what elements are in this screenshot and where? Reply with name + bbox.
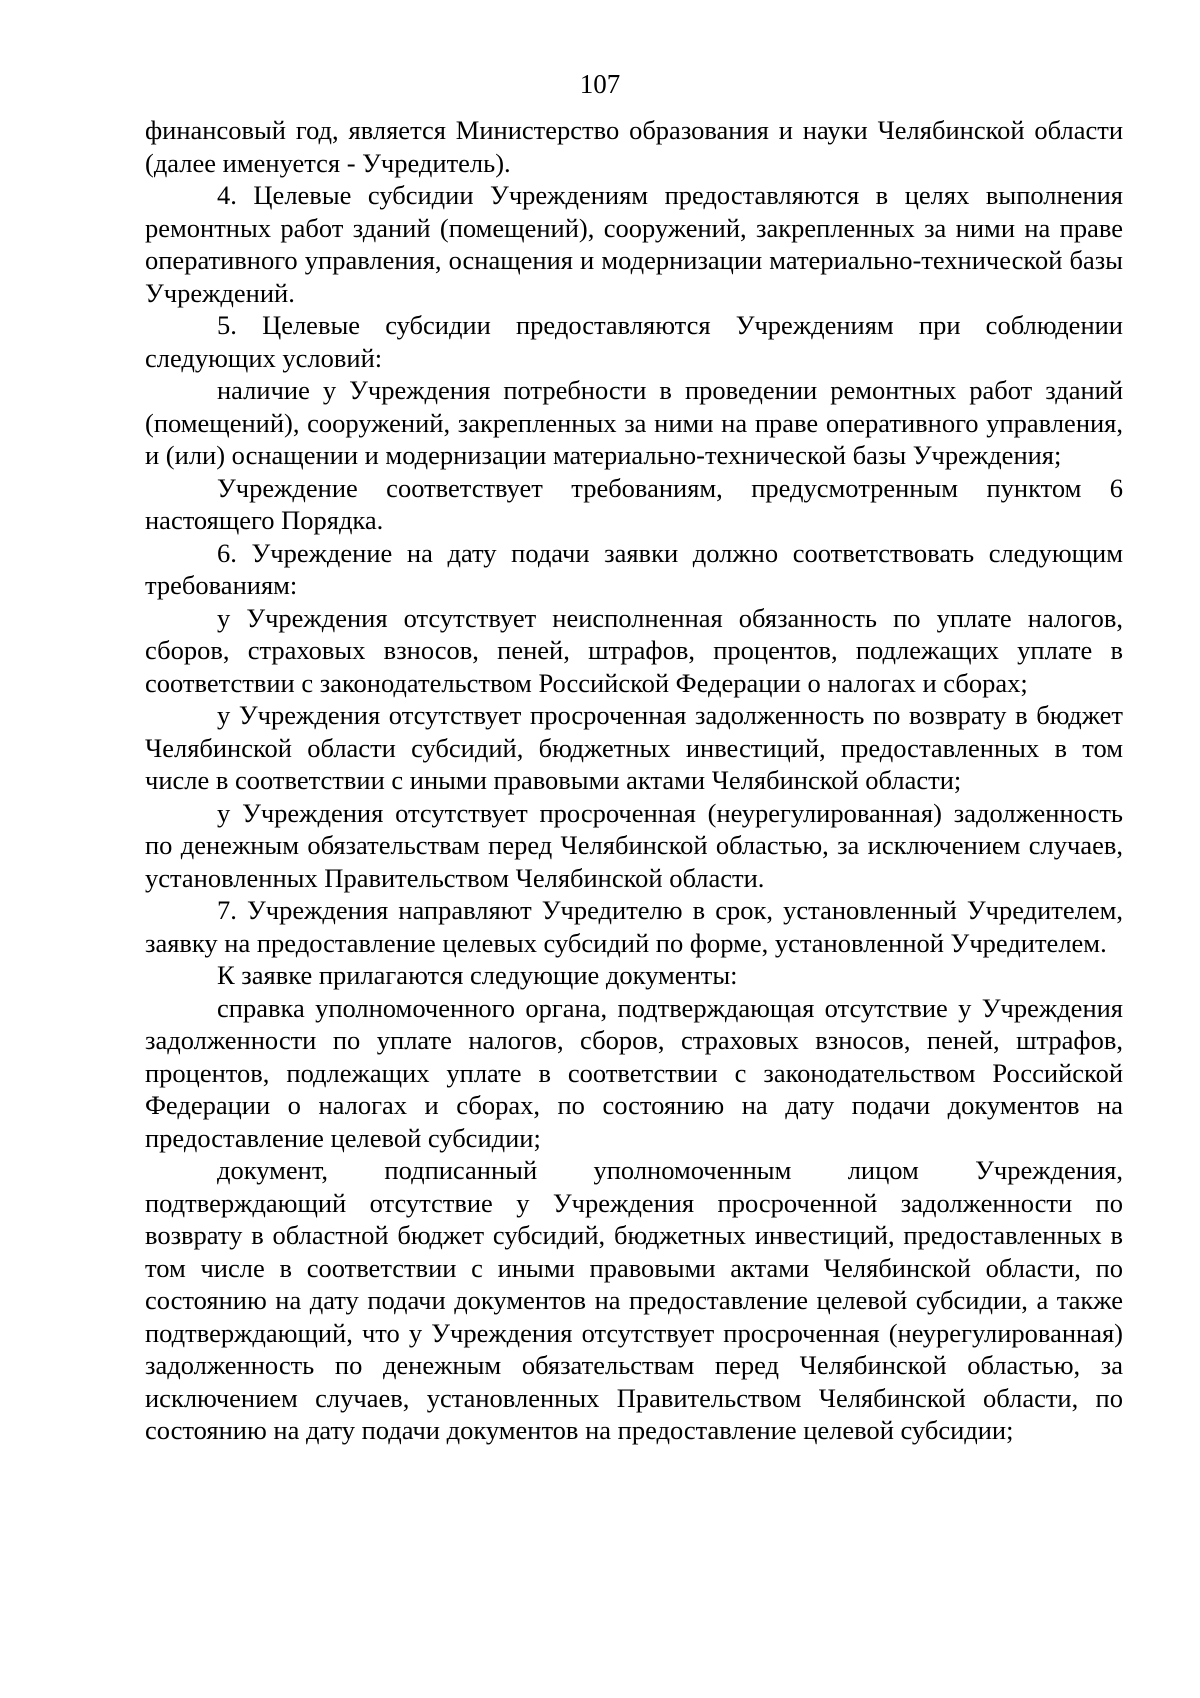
paragraph: справка уполномоченного органа, подтверждающая отсутствие у Учреждения задолженности по уплате налогов, сборов, страховых взносов, пеней, штрафов, процентов, подлежащих уплате в соответствии с законодательством Российской Федерации о налогах и сборах, по состоянию на дату подачи документов на предоставление целевой субсидии; — [145, 992, 1123, 1153]
paragraph: 4. Целевые субсидии Учреждениям предоставляются в целях выполнения ремонтных работ зданий (помещений), сооружений, закрепленных за ними на праве оперативного управления, оснащения и модернизации материально-технической базы Учреждений. — [145, 180, 1123, 308]
page-number: 107 — [579, 69, 621, 99]
paragraph: у Учреждения отсутствует просроченная задолженность по возврату в бюджет Челябинской области субсидий, бюджетных инвестиций, предоставленных в том числе в соответствии с иными правовыми актами Челябинской области; — [145, 700, 1123, 795]
paragraph: наличие у Учреждения потребности в проведении ремонтных работ зданий (помещений), сооружений, закрепленных за ними на праве оперативного управления, и (или) оснащении и модернизации материально-технической базы Учреждения; — [145, 375, 1123, 470]
paragraph: финансовый год, является Министерство образования и науки Челябинской области (далее именуется - Учредитель). — [145, 115, 1123, 178]
paragraph: 5. Целевые субсидии предоставляются Учреждениям при соблюдении следующих условий: — [145, 310, 1123, 373]
paragraph: у Учреждения отсутствует неисполненная обязанность по уплате налогов, сборов, страховых взносов, пеней, штрафов, процентов, подлежащих уплате в соответствии с законодательством Российской Федерации о налогах и сборах; — [145, 602, 1123, 698]
paragraph: 7. Учреждения направляют Учредителю в срок, установленный Учредителем, заявку на предоставление целевых субсидий по форме, установленной Учредителем. — [145, 895, 1123, 958]
paragraph: документ, подписанный уполномоченным лицом Учреждения, подтверждающий отсутствие у Учреждения просроченной задолженности по возврату в областной бюджет субсидий, бюджетных инвестиций, предоставленных в том числе в соответствии с иными правовыми актами Челябинской области, по состоянию на дату подачи документов на предоставление целевой субсидии, а также подтверждающий, что у Учреждения отсутствует просроченная (неурегулированная) задолженность по денежным обязательствам перед Челябинской областью, за исключением случаев, установленных Правительством Челябинской области, по состоянию на дату подачи документов на предоставление целевой субсидии; — [145, 1155, 1123, 1445]
paragraph: у Учреждения отсутствует просроченная (неурегулированная) задолженность по денежным обязательствам перед Челябинской областью, за исключением случаев, установленных Правительством Челябинской области. — [145, 797, 1123, 893]
document-body — [145, 114, 1123, 1447]
paragraph: 6. Учреждение на дату подачи заявки должно соответствовать следующим требованиям: — [145, 537, 1123, 600]
paragraph: Учреждение соответствует требованиям, предусмотренным пунктом 6 настоящего Порядка. — [145, 472, 1123, 535]
paragraph: К заявке прилагаются следующие документы: — [217, 960, 738, 990]
